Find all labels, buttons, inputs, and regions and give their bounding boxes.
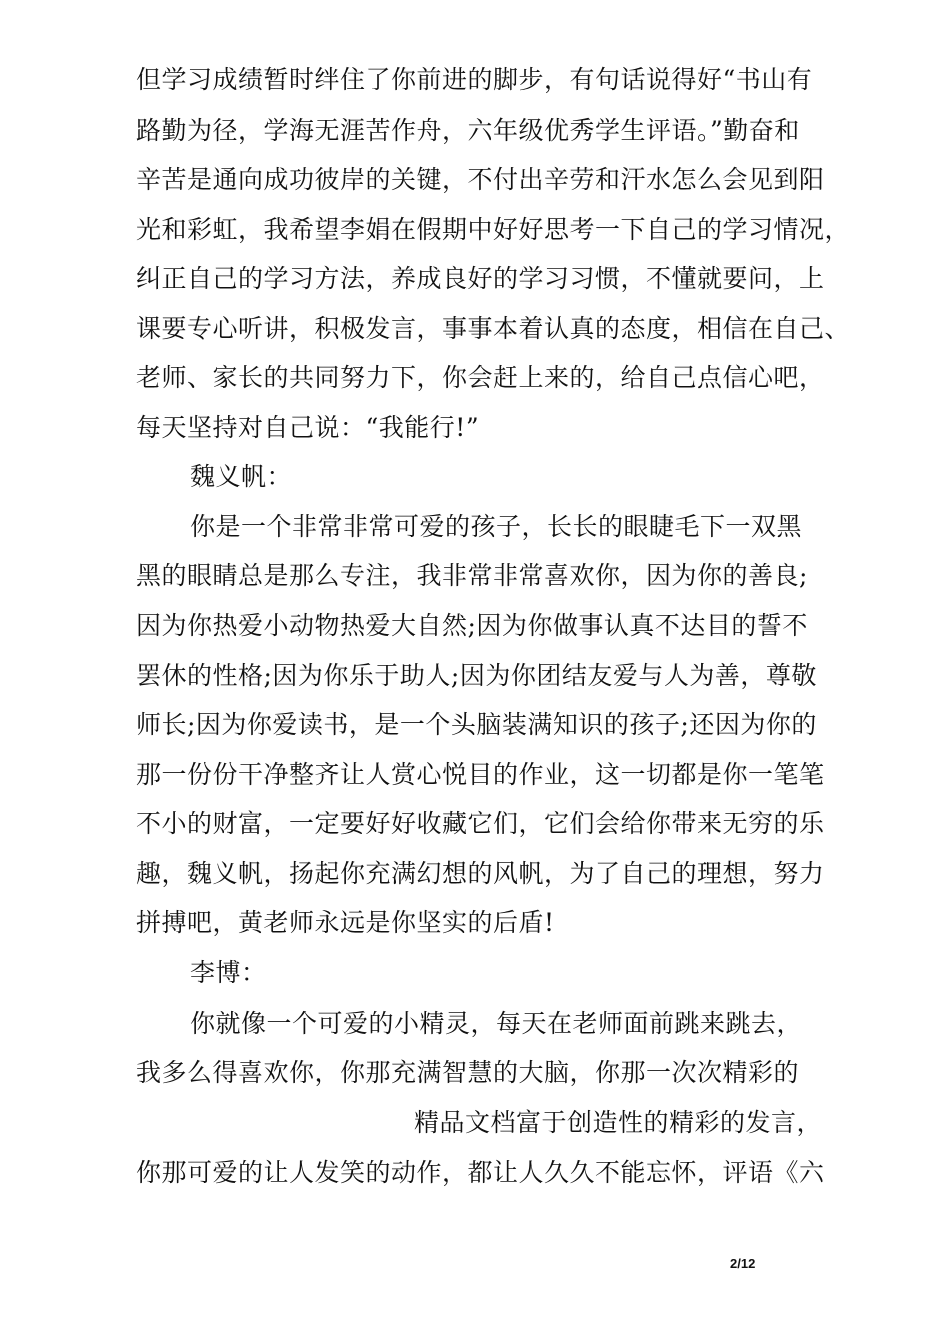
text-line: 老师、家长的共同努力下，你会赶上来的，给自己点信心吧，	[136, 363, 825, 392]
text-line: 纠正自己的学习方法，养成良好的学习习惯，不懂就要问，上	[136, 264, 825, 293]
text-line: 每天坚持对自己说：“我能行!”	[136, 413, 480, 442]
text-line: 你是一个非常非常可爱的孩子，长长的眼睫毛下一双黑	[190, 512, 803, 541]
text-line: 趣，魏义帆，扬起你充满幻想的风帆，为了自己的理想，努力	[136, 859, 825, 888]
text-line: 因为你热爱小动物热爱大自然;因为你做事认真不达目的誓不	[136, 611, 808, 640]
text-line: 但学习成绩暂时绊住了你前进的脚步，有句话说得好“书山有	[136, 65, 813, 94]
text-line: 光和彩虹，我希望李娟在假期中好好思考一下自己的学习情况，	[136, 215, 851, 244]
text-line: 课要专心听讲，积极发言，事事本着认真的态度，相信在自己、	[136, 314, 851, 343]
text-line: 不小的财富，一定要好好收藏它们，它们会给你带来无穷的乐	[136, 809, 825, 838]
text-line: 我多么得喜欢你，你那充满智慧的大脑，你那一次次精彩的	[136, 1058, 800, 1087]
text-line: 你就像一个可爱的小精灵，每天在老师面前跳来跳去，	[190, 1009, 803, 1038]
text-line: 你那可爱的让人发笑的动作，都让人久久不能忘怀，评语《六	[136, 1158, 825, 1187]
text-line: 辛苦是通向成功彼岸的关键，不付出辛劳和汗水怎么会见到阳	[136, 165, 825, 194]
text-line: 师长;因为你爱读书，是一个头脑装满知识的孩子;还因为你的	[136, 710, 817, 739]
text-line: 黑的眼睛总是那么专注，我非常非常喜欢你，因为你的善良;	[136, 561, 808, 590]
student-name-heading: 李博：	[190, 958, 267, 987]
page-number: 2/12	[730, 1256, 756, 1271]
text-line: 罢休的性格;因为你乐于助人;因为你团结友爱与人为善，尊敬	[136, 661, 817, 690]
text-line: 那一份份干净整齐让人赏心悦目的作业，这一切都是你一笔笔	[136, 760, 825, 789]
student-name-heading: 魏义帆：	[190, 462, 293, 491]
text-line: 拼搏吧，黄老师永远是你坚实的后盾!	[136, 908, 555, 937]
text-line: 精品文档富于创造性的精彩的发言，	[414, 1108, 823, 1137]
text-line: 路勤为径，学海无涯苦作舟，六年级优秀学生评语。”勤奋和	[136, 116, 800, 145]
